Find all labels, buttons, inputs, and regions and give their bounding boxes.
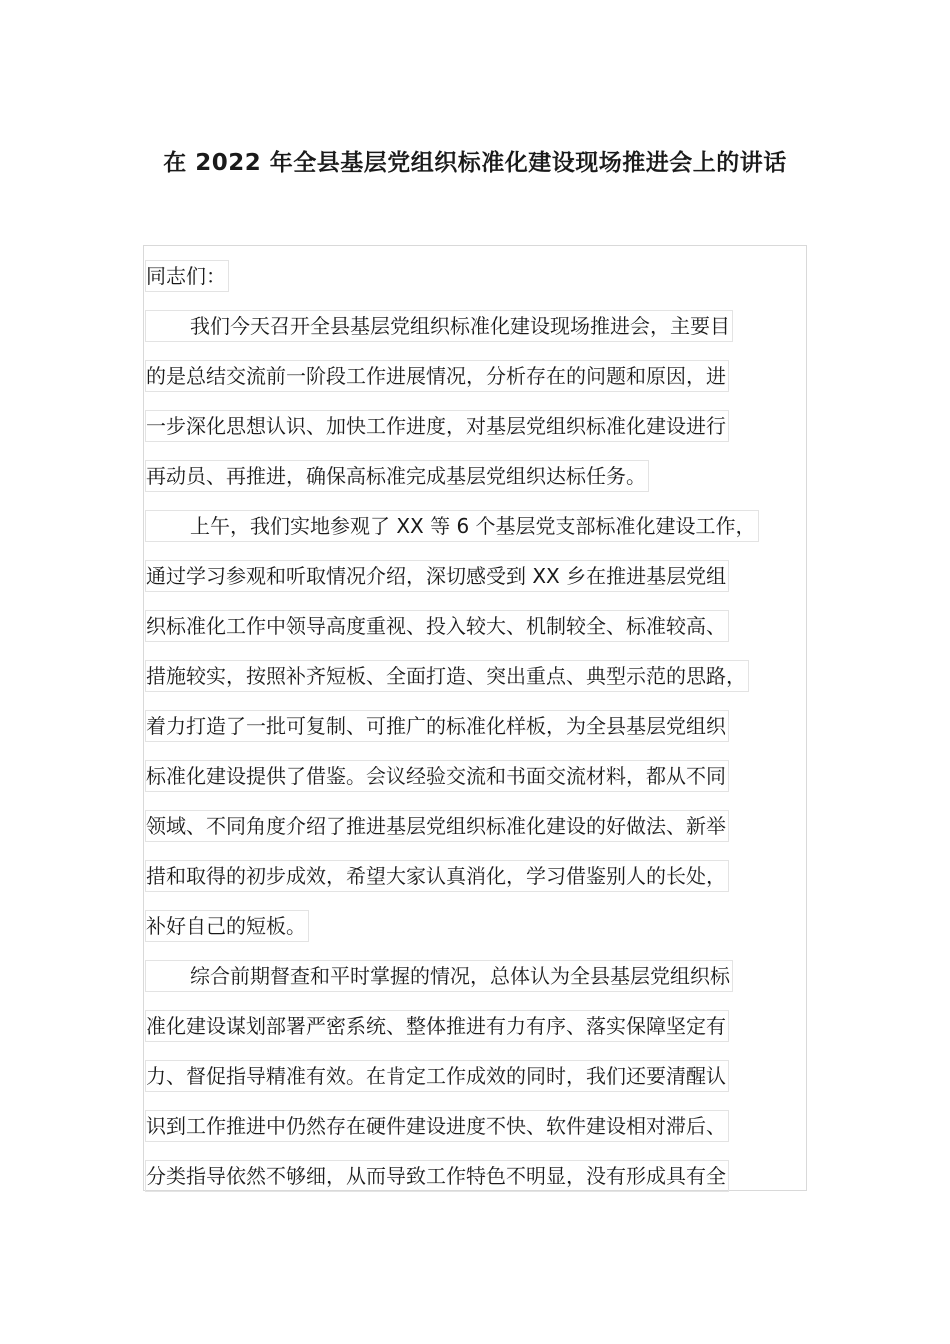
text-line — [145, 300, 795, 350]
text-line-content: 着力打造了一批可复制、可推广的标准化样板，为全县基层党组织 — [145, 710, 729, 742]
text-line — [145, 600, 795, 650]
text-line — [145, 1100, 795, 1150]
text-line-content: 标准化建设提供了借鉴。会议经验交流和书面交流材料，都从不同 — [145, 760, 729, 792]
text-line — [145, 650, 795, 700]
text-line-content: 我们今天召开全县基层党组织标准化建设现场推进会，主要目 — [145, 310, 733, 342]
text-line-content: 再动员、再推进，确保高标准完成基层党组织达标任务。 — [145, 460, 649, 492]
text-line-content: 措施较实，按照补齐短板、全面打造、突出重点、典型示范的思路， — [145, 660, 749, 692]
speech-body — [145, 250, 795, 1200]
text-line-content: 上午，我们实地参观了 XX 等 6 个基层党支部标准化建设工作， — [145, 510, 759, 542]
text-line — [145, 900, 795, 950]
text-line — [145, 500, 795, 550]
text-line-content: 的是总结交流前一阶段工作进展情况，分析存在的问题和原因，进 — [145, 360, 729, 392]
text-line-content: 力、督促指导精准有效。在肯定工作成效的同时，我们还要清醒认 — [145, 1060, 729, 1092]
text-line-content: 准化建设谋划部署严密系统、整体推进有力有序、落实保障坚定有 — [145, 1010, 729, 1042]
text-line — [145, 1150, 795, 1200]
text-line-content: 织标准化工作中领导高度重视、投入较大、机制较全、标准较高、 — [145, 610, 729, 642]
text-line — [145, 350, 795, 400]
text-line — [145, 550, 795, 600]
text-line-content: 一步深化思想认识、加快工作进度，对基层党组织标准化建设进行 — [145, 410, 729, 442]
text-line-content: 补好自己的短板。 — [145, 910, 309, 942]
text-line — [145, 450, 795, 500]
text-line — [145, 950, 795, 1000]
text-line — [145, 800, 795, 850]
text-line-content: 同志们： — [145, 260, 229, 292]
text-line — [145, 700, 795, 750]
salutation-line — [145, 250, 795, 300]
document-title: 在 2022 年全县基层党组织标准化建设现场推进会上的讲话 — [163, 150, 787, 176]
text-line — [145, 400, 795, 450]
text-line-content: 综合前期督查和平时掌握的情况，总体认为全县基层党组织标 — [145, 960, 733, 992]
text-line — [145, 850, 795, 900]
text-line — [145, 750, 795, 800]
text-line-content: 识到工作推进中仍然存在硬件建设进度不快、软件建设相对滞后、 — [145, 1110, 729, 1142]
text-line-content: 通过学习参观和听取情况介绍，深切感受到 XX 乡在推进基层党组 — [145, 560, 729, 592]
text-line — [145, 1050, 795, 1100]
text-line — [145, 1000, 795, 1050]
text-line-content: 措和取得的初步成效，希望大家认真消化，学习借鉴别人的长处， — [145, 860, 729, 892]
text-line-content: 领域、不同角度介绍了推进基层党组织标准化建设的好做法、新举 — [145, 810, 729, 842]
text-line-content: 分类指导依然不够细，从而导致工作特色不明显，没有形成具有全 — [145, 1160, 729, 1192]
